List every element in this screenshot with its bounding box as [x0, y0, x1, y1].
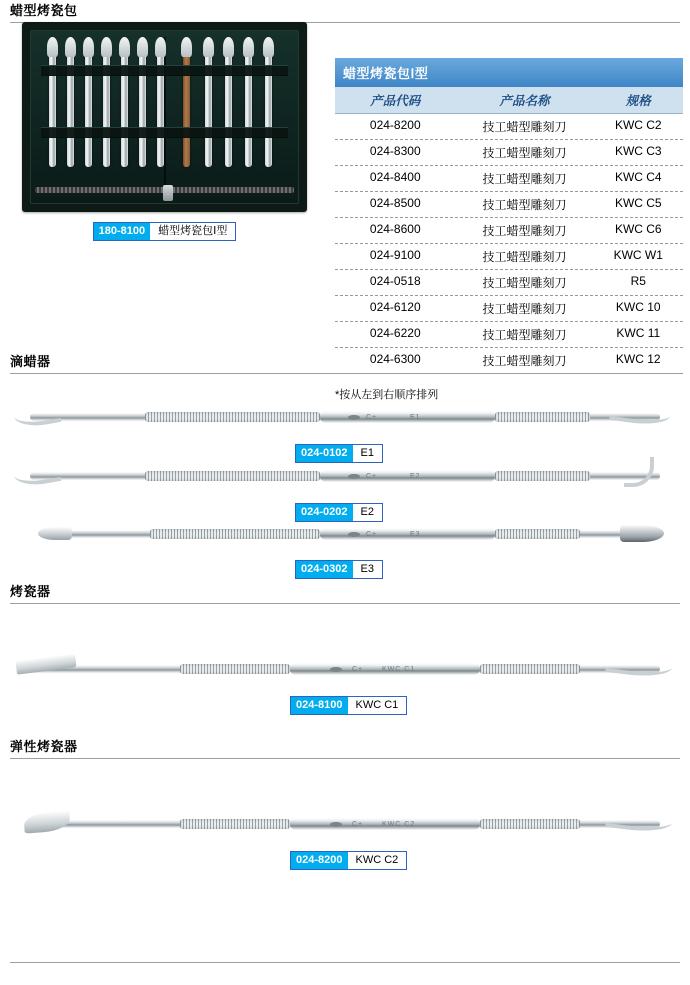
instrument-knurl	[145, 412, 320, 422]
product-name: KWC C1	[355, 699, 399, 711]
instrument-kwc-c2	[30, 811, 660, 837]
engraving-brand: C+	[352, 821, 364, 828]
product-code: 180-8100	[94, 223, 151, 240]
product-code: 024-0202	[296, 504, 353, 521]
table-row	[335, 114, 683, 140]
engraving-brand: C+	[352, 666, 364, 673]
cell-code: 024-8500	[369, 196, 421, 210]
instrument-e1	[30, 404, 660, 430]
instrument-knurl	[150, 529, 320, 539]
spec-table-header-row	[335, 87, 683, 114]
cell-code: 024-6120	[369, 300, 421, 314]
instrument-e3	[50, 521, 650, 547]
cell-spec: KWC C6	[614, 222, 662, 236]
table-row	[335, 166, 683, 192]
badge-e1	[295, 434, 383, 463]
table-row	[335, 218, 683, 244]
section-wax-dripper	[10, 351, 680, 581]
instrument-tip-left	[13, 461, 62, 489]
cell-code: 024-6220	[369, 326, 421, 340]
cell-name: 技工蜡型雕刻刀	[482, 224, 567, 238]
cell-name: 技工蜡型雕刻刀	[482, 146, 567, 160]
section-divider	[10, 758, 680, 759]
engraving-model: E1	[410, 414, 421, 421]
section-title: 烤瓷器	[10, 584, 51, 599]
instrument-tip-right	[609, 402, 671, 428]
cell-name: 技工蜡型雕刻刀	[482, 302, 567, 316]
instrument-kwc-c1	[30, 656, 660, 682]
section-header-wax-dripper	[10, 351, 680, 378]
instrument-knurl	[480, 819, 580, 829]
section-header-porcelain	[10, 581, 680, 608]
product-name: E2	[360, 506, 374, 518]
section-title: 弹性烤瓷器	[10, 739, 78, 754]
photo-badge-row	[22, 212, 307, 241]
engraving-model: KWC C2	[382, 821, 416, 828]
cell-spec: KWC W1	[613, 248, 663, 262]
case-strap	[41, 127, 288, 138]
instrument-handle	[320, 528, 495, 540]
cell-name: 技工蜡型雕刻刀	[482, 328, 567, 342]
table-row	[335, 192, 683, 218]
engraving-model: E2	[410, 473, 421, 480]
instrument-knurl	[495, 529, 580, 539]
instrument-tip-left-leaf	[23, 810, 70, 833]
cell-spec: KWC 10	[615, 300, 661, 314]
cell-code: 024-8300	[369, 144, 421, 158]
wax-dripper-instruments	[10, 378, 680, 583]
kit-case-photo	[22, 22, 307, 212]
oval-mark-icon	[348, 474, 360, 479]
case-interior	[30, 30, 299, 204]
cell-spec: KWC 11	[616, 326, 661, 340]
cell-spec: KWC C5	[614, 196, 662, 210]
oval-mark-icon	[348, 415, 360, 420]
section-porcelain-instrument	[10, 581, 680, 736]
product-code: 024-0302	[296, 561, 353, 578]
cell-name: 技工蜡型雕刻刀	[482, 120, 567, 134]
cell-spec: KWC C2	[614, 118, 662, 132]
column-header-spec: 规格	[625, 94, 651, 108]
instrument-handle	[320, 411, 495, 423]
instrument-tip-right	[605, 809, 673, 835]
instrument-knurl	[180, 664, 290, 674]
instrument-e2	[30, 463, 660, 489]
page-footer-divider	[10, 962, 680, 963]
product-photo-wrap	[22, 22, 312, 241]
product-code: 024-0102	[296, 445, 353, 462]
spec-table-note: *按从左到右顺序排列	[335, 389, 439, 401]
product-name: E1	[360, 447, 374, 459]
product-name: 蜡型烤瓷包Ⅰ型	[158, 225, 228, 237]
section-title: 滴蜡器	[10, 354, 51, 369]
instrument-tip-right	[605, 654, 673, 680]
engraving-model: E3	[410, 531, 421, 538]
instrument-knurl	[495, 471, 590, 481]
cell-name: 技工蜡型雕刻刀	[482, 276, 567, 290]
spec-table-title: 蜡型烤瓷包Ⅰ型	[335, 58, 683, 87]
case-strap	[41, 65, 288, 76]
cell-code: 024-0518	[369, 274, 421, 288]
instrument-knurl	[145, 471, 320, 481]
section-title: 蜡型烤瓷包	[10, 3, 78, 18]
instrument-knurl	[495, 412, 590, 422]
oval-mark-icon	[330, 667, 342, 672]
table-row	[335, 322, 683, 348]
cell-spec: R5	[630, 274, 646, 288]
table-row	[335, 140, 683, 166]
product-name: E3	[360, 563, 374, 575]
oval-mark-icon	[348, 532, 360, 537]
cell-code: 024-8200	[369, 118, 421, 132]
cell-spec: KWC 12	[615, 352, 661, 366]
column-header-name: 产品名称	[499, 94, 550, 108]
instrument-handle	[320, 470, 495, 482]
zipper-pull-icon	[163, 185, 173, 201]
instrument-tip-right-hook	[624, 457, 654, 487]
instrument-tip-left	[13, 402, 62, 430]
section-divider	[10, 373, 680, 374]
badge-e3	[295, 550, 383, 579]
cell-code: 024-9100	[369, 248, 421, 262]
engraving-brand: C+	[366, 473, 378, 480]
cell-spec: KWC C3	[614, 144, 662, 158]
badge-kwc-c2	[290, 841, 407, 870]
section-divider	[10, 603, 680, 604]
instrument-tip-left-blade	[38, 527, 72, 540]
instrument-knurl	[180, 819, 290, 829]
cell-spec: KWC C4	[614, 170, 662, 184]
cell-name: 技工蜡型雕刻刀	[482, 250, 567, 264]
product-code: 024-8200	[291, 852, 348, 869]
instrument-tip-right-spoon	[620, 525, 664, 542]
cell-code: 024-6300	[369, 352, 421, 366]
cell-code: 024-8600	[369, 222, 421, 236]
section-header-elastic-porcelain	[10, 736, 680, 763]
instrument-knurl	[480, 664, 580, 674]
badge-e2	[295, 493, 383, 522]
cell-name: 技工蜡型雕刻刀	[482, 198, 567, 212]
cell-name: 技工蜡型雕刻刀	[482, 172, 567, 186]
cell-code: 024-8400	[369, 170, 421, 184]
engraving-brand: C+	[366, 414, 378, 421]
engraving-brand: C+	[366, 531, 378, 538]
table-row	[335, 270, 683, 296]
engraving-model: KWC C1	[382, 666, 416, 673]
column-header-code: 产品代码	[370, 94, 421, 108]
table-row	[335, 244, 683, 270]
product-code: 024-8100	[291, 697, 348, 714]
badge-kwc-c1	[290, 686, 407, 715]
product-code-badge	[93, 222, 237, 241]
oval-mark-icon	[330, 822, 342, 827]
porcelain-instruments	[10, 608, 680, 733]
section-elastic-porcelain-instrument	[10, 736, 680, 896]
product-name: KWC C2	[355, 854, 399, 866]
table-row	[335, 296, 683, 322]
elastic-porcelain-instruments	[10, 763, 680, 893]
cell-name: 技工蜡型雕刻刀	[482, 354, 567, 368]
